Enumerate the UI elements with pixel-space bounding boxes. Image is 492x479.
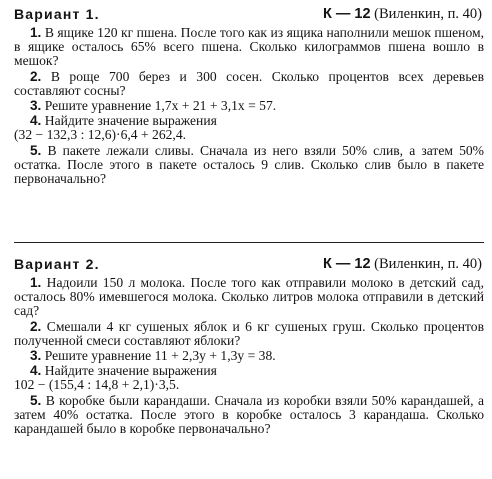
variant-2-task-4 <box>14 364 484 392</box>
task-text: Найдите значение выражения <box>44 363 217 379</box>
variant-1-task-3 <box>14 99 484 113</box>
variant-1-task-4 <box>14 114 484 142</box>
task-text: Решите уравнение 1,7x + 21 + 3,1x = 57. <box>44 98 277 114</box>
task-text: Смешали 4 кг сушеных яблок и 6 кг сушеных груш. Сколько процентов полученной смеси составляют яблоки? <box>14 318 484 348</box>
task-number: 3. <box>30 348 42 364</box>
variant-2-header <box>14 256 484 276</box>
variant-2-code-label: К — 12 <box>322 256 371 272</box>
variant-2-section <box>14 256 484 437</box>
task-text: В роще 700 берез и 300 сосен. Сколько процентов всех деревьев составляют сосны? <box>14 68 484 98</box>
variant-1-source: (Виленкин, п. 40) <box>374 6 482 22</box>
variant-2-task-1 <box>14 276 484 319</box>
variant-1-task-1 <box>14 26 484 69</box>
variant-2-title: Вариант 2. <box>14 256 100 272</box>
variant-1-code-label: К — 12 <box>322 6 371 22</box>
task-number: 4. <box>30 113 42 129</box>
task-number: 3. <box>30 98 42 114</box>
task-text: В коробке были карандаши. Сначала из коробки взяли 50% карандашей, а затем 40% остатка. После этого в коробке осталось 3 карандаша. Сколько карандашей было в коробке первоначально? <box>14 392 484 437</box>
task-text: Надоили 150 л молока. После того как отправили молоко в детский сад, осталось 80% имевшегося молока. Сколько литров молока отправили в детский сад? <box>14 275 484 319</box>
task-text: В ящике 120 кг пшена. После того как из ящика наполнили мешок пшеном, в ящике осталось 65% всего пшена. Сколько килограммов пшена вошло в мешок? <box>14 25 484 69</box>
variant-1-test-code <box>323 6 482 23</box>
variant-1-header <box>14 6 484 26</box>
variant-1-task-2 <box>14 70 484 98</box>
variant-1-section <box>14 6 484 187</box>
variant-2-test-code <box>323 256 482 273</box>
task-number: 2. <box>30 318 42 334</box>
task-expression: (32 − 132,3 : 12,6)·6,4 + 262,4. <box>14 127 187 143</box>
task-text: Найдите значение выражения <box>44 113 217 129</box>
task-number: 5. <box>30 392 42 408</box>
task-number: 1. <box>30 25 42 40</box>
task-number: 2. <box>30 68 42 84</box>
task-number: 1. <box>30 275 42 290</box>
variant-1-task-5 <box>14 144 484 187</box>
variant-2-task-5 <box>14 394 484 437</box>
task-text: В пакете лежали сливы. Сначала из него взяли 50% слив, а затем 50% остатка. После этого в пакете осталось 9 слив. Сколько слив было в пакете первоначально? <box>14 142 484 187</box>
task-expression: 102 − (155,4 : 14,8 + 2,1)·3,5. <box>14 377 180 393</box>
variant-2-task-2 <box>14 320 484 348</box>
task-number: 5. <box>30 142 42 158</box>
variant-1-title: Вариант 1. <box>14 6 100 22</box>
variant-2-task-3 <box>14 349 484 363</box>
section-divider <box>14 242 484 243</box>
task-text: Решите уравнение 11 + 2,3y + 1,3y = 38. <box>44 348 276 364</box>
variant-2-source: (Виленкин, п. 40) <box>374 256 482 272</box>
task-number: 4. <box>30 363 42 379</box>
